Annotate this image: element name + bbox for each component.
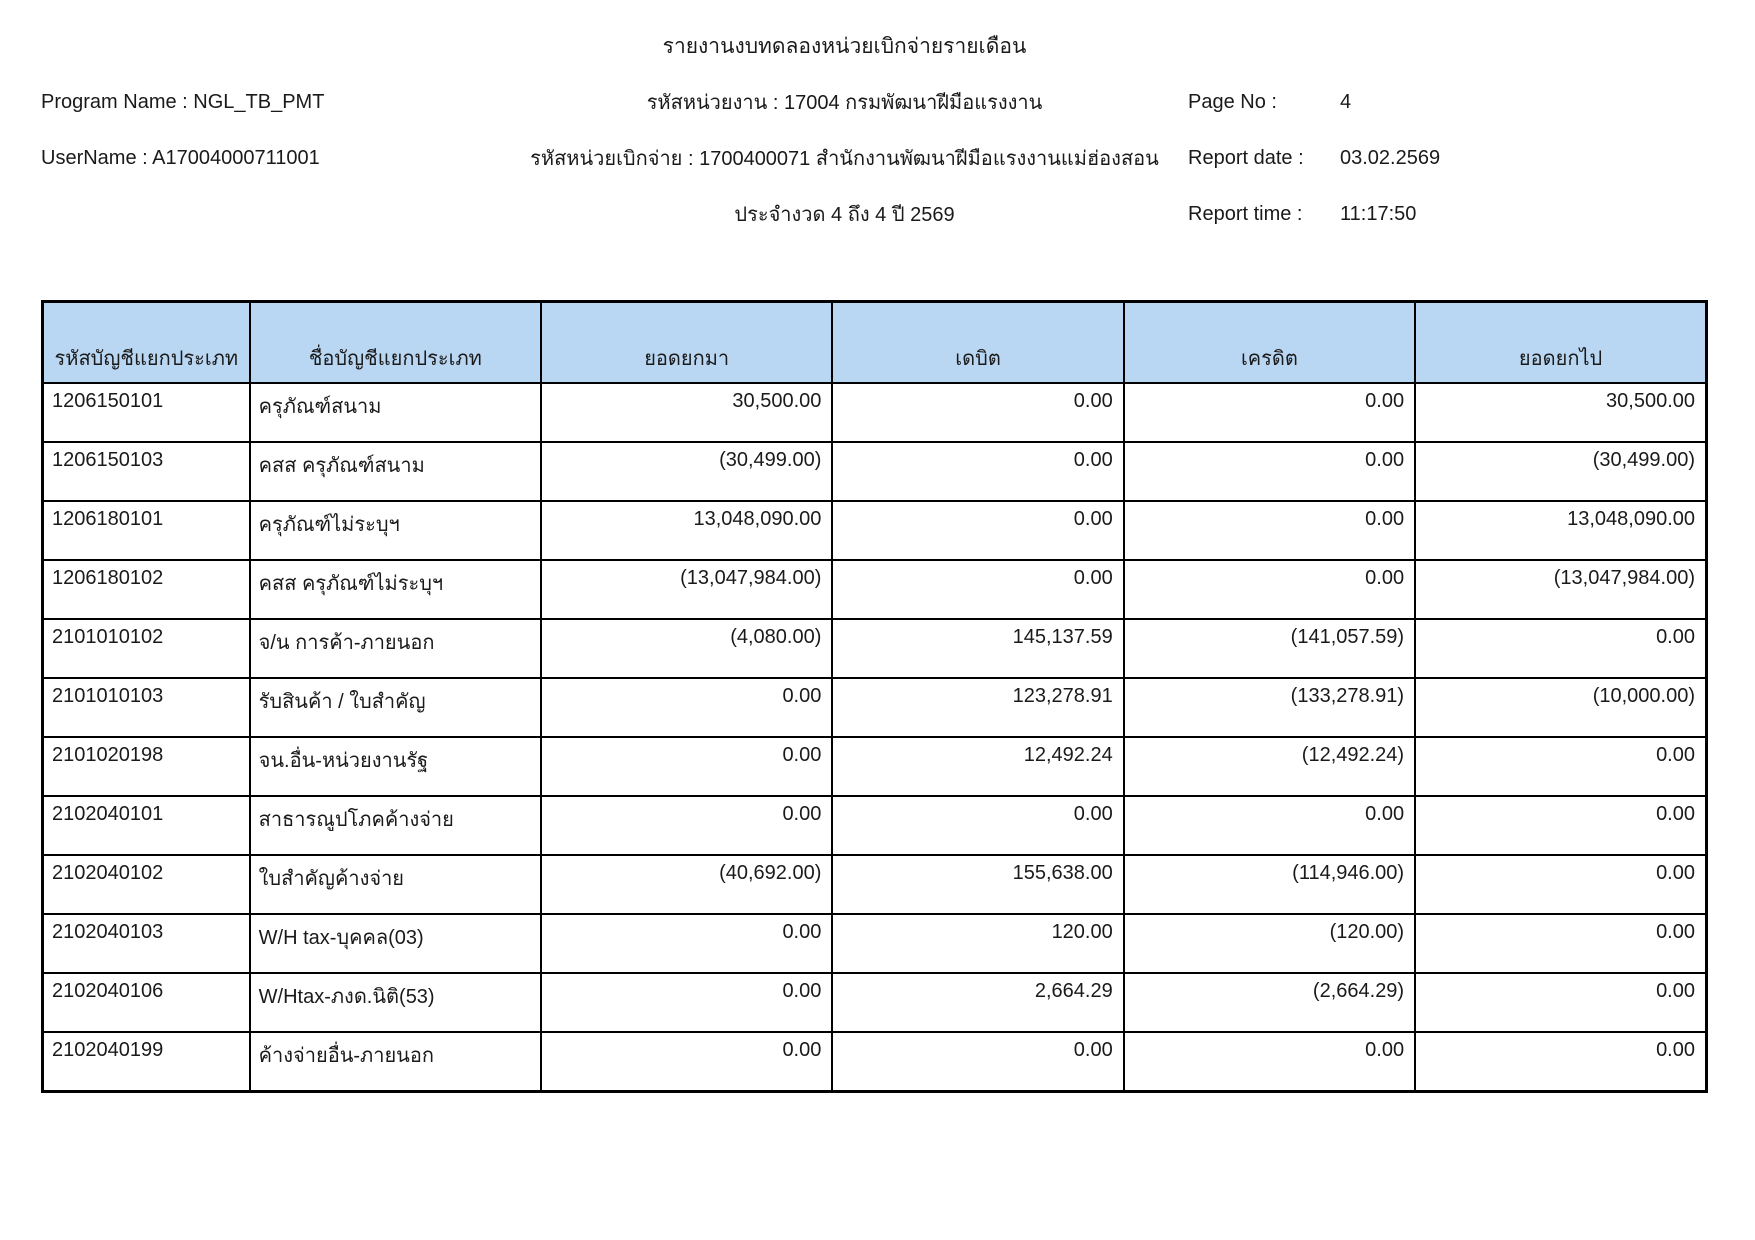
account-name-cell: ค้างจ่ายอื่น-ภายนอก	[250, 1032, 541, 1092]
report-date-label: Report date :	[1188, 146, 1304, 169]
account-code-cell: 2102040102	[43, 855, 250, 914]
account-code-cell: 1206180102	[43, 560, 250, 619]
carried-forward-cell: 0.00	[1415, 914, 1706, 973]
user-name: UserName : A17004000711001	[41, 146, 320, 169]
carried-forward-cell: 0.00	[1415, 619, 1706, 678]
table-row	[43, 855, 1707, 914]
account-code-cell: 2101020198	[43, 737, 250, 796]
debit-cell: 2,664.29	[832, 973, 1123, 1032]
carried-forward-cell: (30,499.00)	[1415, 442, 1706, 501]
account-code-cell: 2102040103	[43, 914, 250, 973]
carried-forward-cell: 30,500.00	[1415, 383, 1706, 442]
account-name-cell: คสส ครุภัณฑ์สนาม	[250, 442, 541, 501]
carried-forward-cell: 0.00	[1415, 1032, 1706, 1092]
credit-cell: 0.00	[1124, 560, 1415, 619]
debit-cell: 155,638.00	[832, 855, 1123, 914]
page-no-label: Page No :	[1188, 90, 1277, 113]
table-header	[43, 302, 1707, 384]
account-name-cell: คสส ครุภัณฑ์ไม่ระบุฯ	[250, 560, 541, 619]
carried-forward-cell: 0.00	[1415, 796, 1706, 855]
credit-cell: 0.00	[1124, 442, 1415, 501]
table-row	[43, 678, 1707, 737]
carried-forward-cell: 0.00	[1415, 973, 1706, 1032]
col-header-account-name: ชื่อบัญชีแยกประเภท	[250, 302, 541, 384]
meta-row-3	[41, 186, 1708, 242]
table-header-row	[43, 302, 1707, 384]
carried-forward-cell: (13,047,984.00)	[1415, 560, 1706, 619]
brought-forward-cell: 0.00	[541, 737, 832, 796]
table-row	[43, 1032, 1707, 1092]
debit-cell: 0.00	[832, 796, 1123, 855]
title-row	[41, 18, 1708, 74]
disbursement-line: รหัสหน่วยเบิกจ่าย : 1700400071 สำนักงานพัฒนาฝีมือแรงงานแม่ฮ่องสอน	[530, 148, 1159, 170]
credit-cell: (133,278.91)	[1124, 678, 1415, 737]
account-code-cell: 2102040199	[43, 1032, 250, 1092]
debit-cell: 0.00	[832, 501, 1123, 560]
brought-forward-cell: 30,500.00	[541, 383, 832, 442]
meta-row-2	[41, 130, 1708, 186]
report-time-value: 11:17:50	[1340, 202, 1417, 225]
account-name-cell: จ/น การค้า-ภายนอก	[250, 619, 541, 678]
brought-forward-cell: 0.00	[541, 678, 832, 737]
credit-cell: 0.00	[1124, 501, 1415, 560]
brought-forward-cell: (13,047,984.00)	[541, 560, 832, 619]
credit-cell: (114,946.00)	[1124, 855, 1415, 914]
credit-cell: 0.00	[1124, 796, 1415, 855]
debit-cell: 0.00	[832, 1032, 1123, 1092]
brought-forward-cell: (30,499.00)	[541, 442, 832, 501]
page-no-value: 4	[1340, 90, 1352, 113]
account-name-cell: จน.อื่น-หน่วยงานรัฐ	[250, 737, 541, 796]
account-name-cell: ใบสำคัญค้างจ่าย	[250, 855, 541, 914]
account-code-cell: 2101010103	[43, 678, 250, 737]
account-name-cell: ครุภัณฑ์ไม่ระบุฯ	[250, 501, 541, 560]
account-name-cell: รับสินค้า / ใบสำคัญ	[250, 678, 541, 737]
program-name: Program Name : NGL_TB_PMT	[41, 90, 325, 113]
credit-cell: 0.00	[1124, 383, 1415, 442]
col-header-credit: เครดิต	[1124, 302, 1415, 384]
table-row	[43, 737, 1707, 796]
account-code-cell: 1206180101	[43, 501, 250, 560]
period-line: ประจำงวด 4 ถึง 4 ปี 2569	[734, 204, 955, 226]
credit-cell: (141,057.59)	[1124, 619, 1415, 678]
col-header-brought-forward: ยอดยกมา	[541, 302, 832, 384]
brought-forward-cell: 0.00	[541, 973, 832, 1032]
brought-forward-cell: 13,048,090.00	[541, 501, 832, 560]
meta-row-1	[41, 74, 1708, 130]
brought-forward-cell: (4,080.00)	[541, 619, 832, 678]
table-row	[43, 501, 1707, 560]
debit-cell: 0.00	[832, 383, 1123, 442]
report-time-label: Report time :	[1188, 202, 1303, 225]
debit-cell: 12,492.24	[832, 737, 1123, 796]
col-header-debit: เดบิต	[832, 302, 1123, 384]
brought-forward-cell: 0.00	[541, 796, 832, 855]
table-row	[43, 914, 1707, 973]
account-code-cell: 1206150103	[43, 442, 250, 501]
debit-cell: 123,278.91	[832, 678, 1123, 737]
table-row	[43, 442, 1707, 501]
report-title: รายงานงบทดลองหน่วยเบิกจ่ายรายเดือน	[662, 34, 1027, 58]
carried-forward-cell: (10,000.00)	[1415, 678, 1706, 737]
col-header-carried-forward: ยอดยกไป	[1415, 302, 1706, 384]
account-name-cell: ครุภัณฑ์สนาม	[250, 383, 541, 442]
table-body	[43, 383, 1707, 1092]
account-name-cell: W/H tax-บุคคล(03)	[250, 914, 541, 973]
carried-forward-cell: 0.00	[1415, 737, 1706, 796]
debit-cell: 0.00	[832, 560, 1123, 619]
col-header-account-code: รหัสบัญชีแยกประเภท	[43, 302, 250, 384]
carried-forward-cell: 13,048,090.00	[1415, 501, 1706, 560]
brought-forward-cell: 0.00	[541, 914, 832, 973]
carried-forward-cell: 0.00	[1415, 855, 1706, 914]
account-code-cell: 2101010102	[43, 619, 250, 678]
brought-forward-cell: 0.00	[541, 1032, 832, 1092]
debit-cell: 120.00	[832, 914, 1123, 973]
account-name-cell: สาธารณูปโภคค้างจ่าย	[250, 796, 541, 855]
brought-forward-cell: (40,692.00)	[541, 855, 832, 914]
table-row	[43, 796, 1707, 855]
credit-cell: (12,492.24)	[1124, 737, 1415, 796]
account-name-cell: W/Htax-ภงด.นิติ(53)	[250, 973, 541, 1032]
table-row	[43, 383, 1707, 442]
trial-balance-table	[41, 300, 1708, 1093]
table-row	[43, 973, 1707, 1032]
agency-line: รหัสหน่วยงาน : 17004 กรมพัฒนาฝีมือแรงงาน	[646, 92, 1043, 114]
credit-cell: 0.00	[1124, 1032, 1415, 1092]
debit-cell: 145,137.59	[832, 619, 1123, 678]
credit-cell: (120.00)	[1124, 914, 1415, 973]
table-row	[43, 560, 1707, 619]
account-code-cell: 2102040106	[43, 973, 250, 1032]
table-row	[43, 619, 1707, 678]
account-code-cell: 1206150101	[43, 383, 250, 442]
account-code-cell: 2102040101	[43, 796, 250, 855]
report-date-value: 03.02.2569	[1340, 146, 1441, 169]
credit-cell: (2,664.29)	[1124, 973, 1415, 1032]
debit-cell: 0.00	[832, 442, 1123, 501]
